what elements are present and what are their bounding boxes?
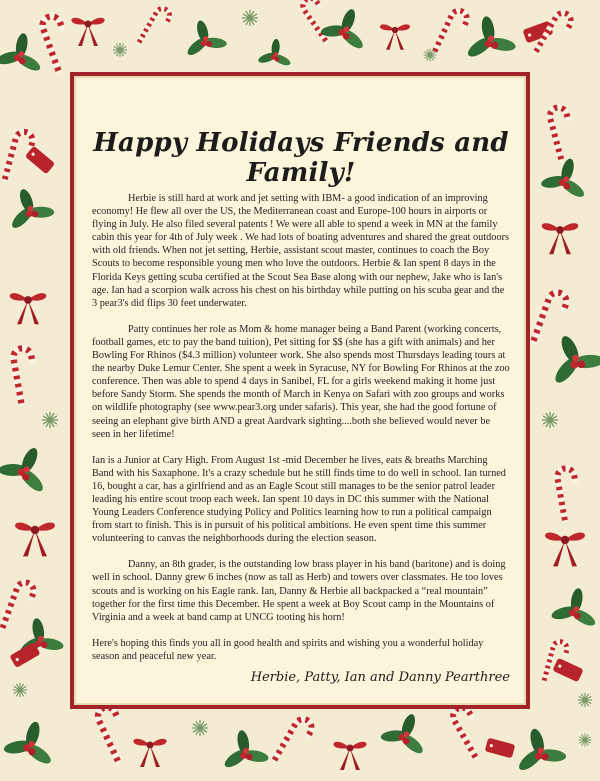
holly-icon (508, 722, 569, 775)
bow-icon (10, 293, 47, 324)
letter-title: Happy Holidays Friends and Family! (93, 128, 509, 188)
snowflake-icon (542, 412, 558, 428)
candy-cane-icon (450, 705, 490, 758)
candy-cane-icon (556, 467, 582, 520)
candy-cane-icon (12, 347, 39, 403)
letter-body (92, 192, 510, 663)
bow-icon (542, 223, 579, 254)
holly-icon (256, 38, 293, 68)
snowflake-icon (242, 10, 258, 26)
holly-icon (0, 181, 58, 233)
gift-tag-icon (552, 658, 583, 683)
gift-tag-icon (485, 738, 516, 759)
snowflake-icon (578, 693, 592, 707)
snowflake-icon (42, 412, 58, 428)
bow-icon (15, 522, 55, 556)
holly-icon (377, 706, 435, 758)
candy-cane-icon (548, 106, 578, 160)
candy-cane-icon (275, 716, 315, 769)
bow-icon (333, 742, 366, 770)
holiday-letter (70, 72, 530, 709)
holly-icon (548, 584, 600, 629)
candy-cane-icon (435, 8, 470, 58)
holly-icon (217, 726, 271, 771)
candy-cane-icon (95, 704, 134, 761)
letter-signature: Herbie, Patty, Ian and Danny Pearthree (250, 670, 510, 685)
bow-icon (133, 739, 166, 767)
holly-icon (538, 325, 600, 389)
snowflake-icon (192, 720, 208, 736)
paragraph-herbie: Herbie is still hard at work and jet setting with IBM- a good indication of an improving economy! He flew all over the US, the Mediterranean coast and Europe-100 hours in airports or flying in July. He also filed several patents ! We were all able to spend a week in MN at the family cabin this year for 4th of July week . We had lots of boating adventures and shared the great outdoors with old friends. When not jet setting, Herbie, assistant scout master, continues to coach the Boy Scouts to become responsible young men who love the outdoors. Herbie & Ian spent 8 days in the Florida Keys getting scuba certified at the Scout Sea Base along with our nephew, Jake who is Ian's age. Ian had a scorpion walk across his chest on his birthday while putting on his scuba gear and the 3 pear3's did flips 30 feet underwater. (92, 193, 510, 309)
holly-icon (317, 1, 375, 53)
snowflake-icon (13, 683, 27, 697)
candy-cane-icon (3, 580, 36, 634)
holly-icon (0, 715, 61, 768)
paragraph-ian: Ian is a Junior at Cary High. From August 1st -mid December he lives, eats & breaths Marching Band with his Saxaphone. It's a crazy schedule but he still finds time to do well in school. Ian turned 16, bought a car, has a girlfriend and as an Eagle Scout still manages to be the senior patrol leader leading his entire scout troop each week. Ian spent 10 days in DC this summer with the National Young Leaders Conference studying Policy and Politics learning how to run a political campaign from start to finish. This is in pursuit of his political ambitions. He even spent time this summer volunteering to canvas the neighborhoods during the election season. (92, 454, 506, 545)
holly-icon (538, 152, 594, 201)
paragraph-danny: Danny, an 8th grader, is the outstanding low brass player in his band (baritone) and is doing well in school. Danny grew 6 inches (now as tall as Herb) and towers over classmates. He too loves scouts and is working on his Eagle rank. Ian, Danny & Herbie all backpacked a “real mountain” together for the first time this December. He spent a week at Boy Scout camp in the Mountains of Virginia and a week at band camp at UNCG tooting his horn! (92, 559, 506, 623)
snowflake-icon (113, 43, 127, 57)
bow-icon (380, 24, 410, 49)
candy-cane-icon (139, 6, 172, 49)
holly-icon (0, 437, 59, 496)
paragraph-closing: Here's hoping this finds you all in good health and spirits and wishing you a wonderful holiday season and peaceful new year. (92, 637, 484, 662)
bow-icon (545, 532, 585, 566)
bow-icon (71, 18, 104, 46)
candy-cane-icon (40, 14, 75, 71)
holly-icon (179, 15, 230, 59)
holly-icon (0, 29, 47, 74)
paragraph-patty: Patty continues her role as Mom & home manager being a Band Parent (working concerts, football games, etc to pay the band tuition), Pet sitting for $$ (she has a gift with animals) and her Bowling For Rhinos ($4.3 million) volunteer work. She also spends most Thursdays leading tours at the nearby Duke Lemur Center. She spent a week in Syracuse, NY for Bowling For Rhinos at the zoo conference. Then was able to spend 4 days in Sanibel, FL for a girls weekend making it home just before Sandy Storm. She spends the month of March in Kenya on Safari with zoo groups and works on wildlife photography (see www.pear3.org under safaris). This year, she had the good fortune of seeing an elephant give birth AND a great Aardvark sighting....both she believed would never be seen in her lifetime! (92, 323, 510, 440)
snowflake-icon (579, 734, 592, 747)
